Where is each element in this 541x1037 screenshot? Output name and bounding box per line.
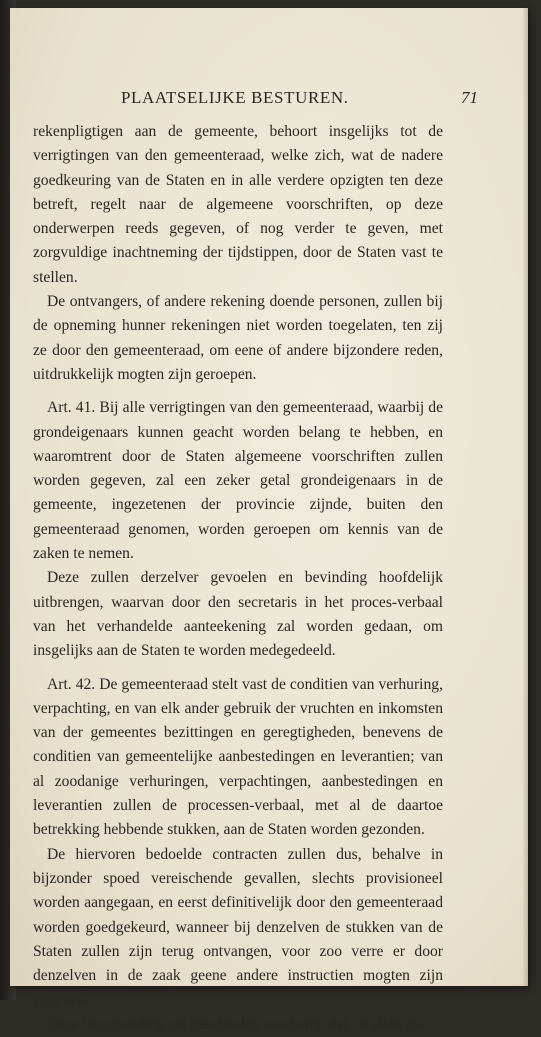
paragraph: Deze zullen derzelver gevoelen en bevinding hoofdelijk uitbrengen, waarvan door den secretaris in het proces-verbaal van het verhandelde aanteekening zal worden gedaan, om insgelijks aan de Staten te worden medegedeeld. bbox=[33, 569, 443, 660]
page-header bbox=[66, 86, 484, 114]
article-42-paragraph: Art. 42. De gemeenteraad stelt vast de conditien van verhuring, verpachting, en van elk ander gebruik der vruchten en inkomsten van der gemeentes bezittingen en geregtigheden, benevens de conditien van gemeentelijke aanbestedingen en leverantien; van al zoodanige verhuringen, verpachtingen, aanbestedingen en leverantien zullen de processen-verbaal, met al de daartoe betrekking hebbende stukken, aan de Staten worden gezonden. bbox=[33, 675, 443, 839]
paragraph-continued: rekenpligtigen aan de gemeente, behoort insgelijks tot de verrigtingen van den gemeenteraad, welke zich, wat de nadere goedkeuring van de Staten en in alle verdere opzigten ten deze betreft, regelt naar de algemeene voorschriften, op deze onderwerpen reeds gegeven, of nog verder te geven, met zorgvuldige inachtneming der tijdstippen, door de Staten vast te stellen. bbox=[33, 123, 443, 286]
article-41-paragraph: Art. 41. Bij alle verrigtingen van den gemeenteraad, waarbij de grondeigenaars kunnen geacht worden belang te hebben, en waaromtrent door de Staten algemeene voorschriften zullen worden gegeven, zal een zeker getal grondeigenaars in de gemeente, ingezetenen der provincie zijnde, buiten den gemeenteraad genomen, worden geroepen om kennis van de zaken te nemen. bbox=[33, 399, 443, 563]
running-head-title: PLAATSELIJKE BESTUREN. bbox=[121, 88, 349, 107]
paragraph-truncated: Deze terugzending zal geschieden zoodanig, dat, in allen ge- bbox=[47, 1015, 426, 1033]
paragraph: De ontvangers, of andere rekening doende personen, zullen bij de opneming hunner rekeningen niet worden toegelaten, ten zij ze door den gemeenteraad, om eene of andere bijzondere reden, uitdrukkelijk mogten zijn geroepen. bbox=[33, 293, 443, 383]
paragraph: De hiervoren bedoelde contracten zullen dus, behalve in bijzonder spoed vereischende gevallen, slechts provisioneel worden aangegaan, en eerst definitivelijk door den gemeenteraad worden goedgekeurd, wanneer bij denzelven de stukken van de Staten zullen zijn terug ontvangen, voor zoo verre er door denzelven in de zaak geene andere instructien mogten zijn gegeven. bbox=[33, 845, 443, 1009]
book-page bbox=[10, 8, 528, 1033]
page-number: 71 bbox=[461, 88, 478, 107]
body-text bbox=[33, 120, 443, 1037]
